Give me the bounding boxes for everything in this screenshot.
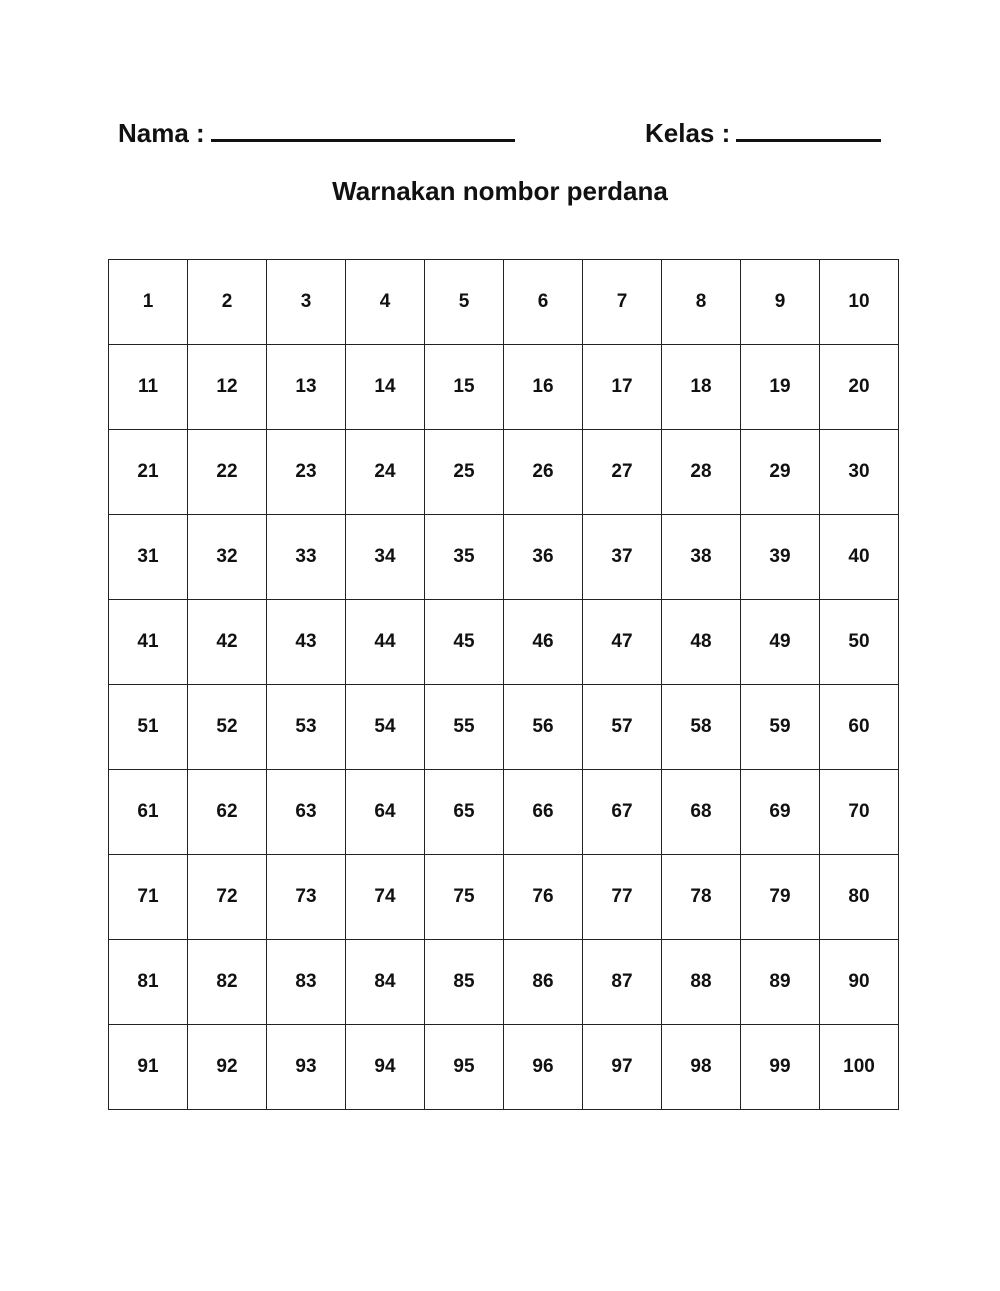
number-cell[interactable]: 99	[741, 1025, 820, 1110]
number-cell[interactable]: 10	[820, 260, 899, 345]
number-cell[interactable]: 81	[109, 940, 188, 1025]
number-cell[interactable]: 83	[267, 940, 346, 1025]
number-cell[interactable]: 80	[820, 855, 899, 940]
grid-row	[109, 260, 899, 345]
number-cell[interactable]: 27	[583, 430, 662, 515]
number-cell[interactable]: 32	[188, 515, 267, 600]
number-cell[interactable]: 31	[109, 515, 188, 600]
number-cell[interactable]: 95	[425, 1025, 504, 1110]
number-cell[interactable]: 43	[267, 600, 346, 685]
number-cell[interactable]: 36	[504, 515, 583, 600]
number-cell[interactable]: 17	[583, 345, 662, 430]
number-cell[interactable]: 63	[267, 770, 346, 855]
number-cell[interactable]: 73	[267, 855, 346, 940]
number-cell[interactable]: 12	[188, 345, 267, 430]
grid-row	[109, 345, 899, 430]
number-cell[interactable]: 85	[425, 940, 504, 1025]
number-cell[interactable]: 53	[267, 685, 346, 770]
number-cell[interactable]: 7	[583, 260, 662, 345]
grid-row	[109, 855, 899, 940]
number-cell[interactable]: 48	[662, 600, 741, 685]
number-cell[interactable]: 68	[662, 770, 741, 855]
name-field	[118, 118, 515, 149]
number-cell[interactable]: 14	[346, 345, 425, 430]
number-grid-body	[109, 260, 899, 1110]
number-cell[interactable]: 35	[425, 515, 504, 600]
number-cell[interactable]: 9	[741, 260, 820, 345]
number-cell[interactable]: 25	[425, 430, 504, 515]
number-cell[interactable]: 87	[583, 940, 662, 1025]
number-cell[interactable]: 45	[425, 600, 504, 685]
number-cell[interactable]: 8	[662, 260, 741, 345]
number-cell[interactable]: 84	[346, 940, 425, 1025]
class-blank-line[interactable]	[736, 135, 881, 142]
number-cell[interactable]: 6	[504, 260, 583, 345]
number-cell[interactable]: 38	[662, 515, 741, 600]
page-title: Warnakan nombor perdana	[332, 176, 668, 206]
number-cell[interactable]: 98	[662, 1025, 741, 1110]
number-cell[interactable]: 4	[346, 260, 425, 345]
number-cell[interactable]: 88	[662, 940, 741, 1025]
number-cell[interactable]: 15	[425, 345, 504, 430]
name-label: Nama :	[118, 118, 205, 148]
grid-row	[109, 515, 899, 600]
number-cell[interactable]: 66	[504, 770, 583, 855]
number-cell[interactable]: 100	[820, 1025, 899, 1110]
number-cell[interactable]: 54	[346, 685, 425, 770]
number-cell[interactable]: 96	[504, 1025, 583, 1110]
number-cell[interactable]: 76	[504, 855, 583, 940]
number-cell[interactable]: 58	[662, 685, 741, 770]
number-cell[interactable]: 40	[820, 515, 899, 600]
number-cell[interactable]: 19	[741, 345, 820, 430]
class-field	[645, 118, 881, 149]
grid-row	[109, 770, 899, 855]
grid-row	[109, 1025, 899, 1110]
number-cell[interactable]: 86	[504, 940, 583, 1025]
number-cell[interactable]: 93	[267, 1025, 346, 1110]
grid-row	[109, 430, 899, 515]
number-cell[interactable]: 78	[662, 855, 741, 940]
number-cell[interactable]: 65	[425, 770, 504, 855]
number-cell[interactable]: 56	[504, 685, 583, 770]
number-cell[interactable]: 11	[109, 345, 188, 430]
number-cell[interactable]: 13	[267, 345, 346, 430]
number-cell[interactable]: 29	[741, 430, 820, 515]
class-label: Kelas :	[645, 118, 731, 148]
number-cell[interactable]: 1	[109, 260, 188, 345]
number-cell[interactable]: 77	[583, 855, 662, 940]
number-cell[interactable]: 21	[109, 430, 188, 515]
grid-row	[109, 600, 899, 685]
number-cell[interactable]: 74	[346, 855, 425, 940]
number-cell[interactable]: 79	[741, 855, 820, 940]
number-cell[interactable]: 2	[188, 260, 267, 345]
number-cell[interactable]: 46	[504, 600, 583, 685]
number-cell[interactable]: 97	[583, 1025, 662, 1110]
number-cell[interactable]: 94	[346, 1025, 425, 1110]
number-cell[interactable]: 18	[662, 345, 741, 430]
number-cell[interactable]: 47	[583, 600, 662, 685]
number-cell[interactable]: 70	[820, 770, 899, 855]
number-cell[interactable]: 72	[188, 855, 267, 940]
number-cell[interactable]: 30	[820, 430, 899, 515]
number-cell[interactable]: 91	[109, 1025, 188, 1110]
number-cell[interactable]: 49	[741, 600, 820, 685]
number-cell[interactable]: 82	[188, 940, 267, 1025]
header-row	[0, 118, 1000, 158]
number-cell[interactable]: 44	[346, 600, 425, 685]
number-cell[interactable]: 39	[741, 515, 820, 600]
number-cell[interactable]: 89	[741, 940, 820, 1025]
number-cell[interactable]: 28	[662, 430, 741, 515]
number-cell[interactable]: 3	[267, 260, 346, 345]
number-cell[interactable]: 34	[346, 515, 425, 600]
number-grid	[108, 259, 899, 1110]
number-cell[interactable]: 92	[188, 1025, 267, 1110]
grid-row	[109, 940, 899, 1025]
number-cell[interactable]: 33	[267, 515, 346, 600]
grid-row	[109, 685, 899, 770]
number-cell[interactable]: 26	[504, 430, 583, 515]
number-cell[interactable]: 51	[109, 685, 188, 770]
name-blank-line[interactable]	[211, 135, 515, 142]
number-cell[interactable]: 71	[109, 855, 188, 940]
number-cell[interactable]: 41	[109, 600, 188, 685]
number-cell[interactable]: 37	[583, 515, 662, 600]
number-cell[interactable]: 90	[820, 940, 899, 1025]
number-cell[interactable]: 55	[425, 685, 504, 770]
number-cell[interactable]: 50	[820, 600, 899, 685]
number-cell[interactable]: 60	[820, 685, 899, 770]
number-cell[interactable]: 5	[425, 260, 504, 345]
number-cell[interactable]: 69	[741, 770, 820, 855]
number-cell[interactable]: 75	[425, 855, 504, 940]
number-cell[interactable]: 61	[109, 770, 188, 855]
number-cell[interactable]: 42	[188, 600, 267, 685]
number-cell[interactable]: 64	[346, 770, 425, 855]
number-cell[interactable]: 52	[188, 685, 267, 770]
number-cell[interactable]: 22	[188, 430, 267, 515]
number-cell[interactable]: 20	[820, 345, 899, 430]
number-cell[interactable]: 16	[504, 345, 583, 430]
number-cell[interactable]: 67	[583, 770, 662, 855]
number-cell[interactable]: 57	[583, 685, 662, 770]
number-cell[interactable]: 62	[188, 770, 267, 855]
number-cell[interactable]: 23	[267, 430, 346, 515]
number-cell[interactable]: 24	[346, 430, 425, 515]
number-cell[interactable]: 59	[741, 685, 820, 770]
